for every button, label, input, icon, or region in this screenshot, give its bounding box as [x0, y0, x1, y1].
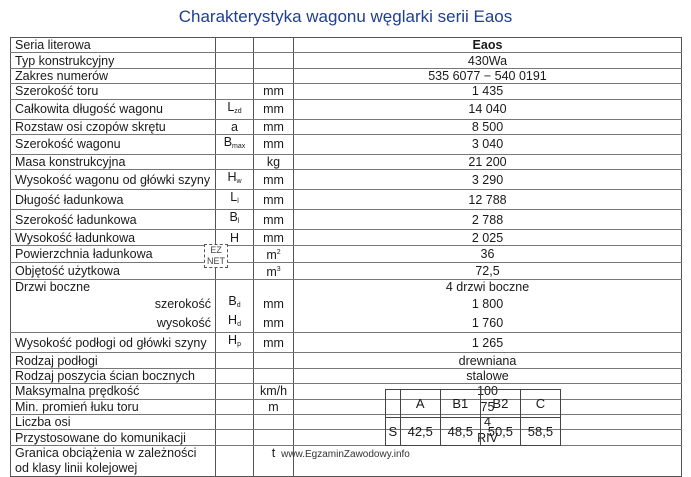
symbol-subscript: d — [236, 302, 241, 310]
symbol-subscript: l — [237, 198, 239, 206]
symbol-subscript: p — [237, 341, 241, 349]
unit-cell — [254, 53, 294, 68]
unit: mm — [263, 192, 284, 207]
load-class-value: 48,5 — [440, 418, 480, 446]
load-class-corner — [386, 390, 401, 418]
table-row — [11, 230, 682, 245]
footer-url: www.EgzaminZawodowy.info — [281, 449, 410, 460]
row-label: Typ konstrukcyjny — [11, 53, 216, 68]
spec-table-body — [11, 38, 682, 477]
unit-cell — [254, 84, 294, 99]
symbol-cell — [216, 190, 254, 210]
row-label: Rodzaj podłogi — [11, 353, 216, 368]
row-value: 1 800 — [294, 294, 682, 313]
unit-superscript: 2 — [276, 248, 281, 256]
symbol-cell — [216, 368, 254, 383]
unit-cell — [254, 134, 294, 154]
row-label: Drzwi boczne — [11, 280, 216, 295]
table-row — [11, 170, 682, 190]
unit-cell — [254, 280, 294, 295]
unit: mm — [263, 315, 284, 330]
unit: mm — [263, 119, 284, 134]
symbol-cell — [216, 68, 254, 83]
symbol: L — [227, 99, 235, 114]
load-class-value: 50,5 — [480, 418, 520, 446]
row-label: Szerokość ładunkowa — [11, 210, 216, 230]
unit: m — [268, 399, 279, 414]
row-value: 2 788 — [294, 210, 682, 230]
row-label: Wysokość podłogi od główki szyny — [11, 333, 216, 353]
row-value: 21 200 — [294, 154, 682, 169]
row-value: 12 788 — [294, 190, 682, 210]
row-value: 8 500 — [294, 119, 682, 134]
table-row — [11, 68, 682, 83]
row-value: drewniana — [294, 353, 682, 368]
row-label: Szerokość wagonu — [11, 134, 216, 154]
symbol-cell — [216, 430, 254, 445]
table-row — [11, 38, 682, 53]
table-row — [11, 333, 682, 353]
symbol: H — [227, 170, 237, 185]
row-value: 1 760 — [294, 313, 682, 333]
load-class-header: A — [400, 390, 440, 418]
row-label: Długość ładunkowa — [11, 190, 216, 210]
row-value: 430Wa — [294, 53, 682, 68]
row-label: Min. promień łuku toru — [11, 399, 216, 414]
row-value: 2 025 — [294, 230, 682, 245]
row-label: Wysokość ładunkowa — [11, 230, 216, 245]
row-label: Całkowita długość wagonu — [11, 99, 216, 119]
table-row — [11, 399, 682, 414]
row-value: 3 290 — [294, 170, 682, 190]
table-row — [11, 262, 682, 279]
symbol-cell — [216, 210, 254, 230]
row-label-line: od klasy linii kolejowej — [15, 460, 138, 475]
row-label: Szerokość toru — [11, 84, 216, 99]
unit-cell — [254, 368, 294, 383]
unit: kg — [266, 155, 281, 170]
load-class-row-label: S — [386, 418, 401, 446]
table-row — [11, 190, 682, 210]
table-row — [11, 415, 682, 430]
row-value: 36 — [294, 245, 682, 262]
page-title: Charakterystyka wagonu węglarki serii Eaos — [178, 7, 513, 26]
load-class-values-row — [386, 418, 561, 446]
symbol-subscript: w — [236, 178, 242, 186]
unit: km/h — [259, 384, 288, 399]
unit-cell — [254, 38, 294, 53]
unit-superscript: 3 — [276, 265, 281, 273]
spec-table — [10, 37, 682, 477]
unit-cell — [254, 313, 294, 333]
row-value: 4 drzwi boczne — [294, 280, 682, 295]
symbol: B — [228, 294, 237, 309]
load-class-header: B2 — [480, 390, 520, 418]
row-value: stalowe — [294, 368, 682, 383]
unit: mm — [263, 212, 284, 227]
unit-cell — [254, 384, 294, 399]
row-label: Przystosowane do komunikacji — [11, 430, 216, 445]
unit-cell — [254, 415, 294, 430]
table-row — [11, 245, 682, 262]
symbol-subscript: l — [237, 218, 240, 226]
unit-cell — [254, 294, 294, 313]
row-label: Maksymalna prędkość — [11, 384, 216, 399]
unit: mm — [263, 102, 284, 117]
table-row — [11, 353, 682, 368]
load-class-value: 42,5 — [400, 418, 440, 446]
row-label: Masa konstrukcyjna — [11, 154, 216, 169]
row-label: Liczba osi — [11, 415, 216, 430]
table-row — [11, 384, 682, 399]
row-label: Wysokość wagonu od główki szyny — [11, 170, 216, 190]
table-row — [11, 368, 682, 383]
symbol-cell — [216, 399, 254, 414]
unit-cell — [254, 353, 294, 368]
load-class-header: B1 — [440, 390, 480, 418]
unit-cell — [254, 262, 294, 279]
row-label: Rodzaj poszycia ścian bocznych — [11, 368, 216, 383]
symbol-cell — [216, 384, 254, 399]
row-label: szerokość — [11, 294, 216, 313]
row-value: 535 6077 − 540 0191 — [294, 68, 682, 83]
load-class-value: 58,5 — [520, 418, 560, 446]
row-value: 14 040 — [294, 99, 682, 119]
unit: mm — [263, 84, 284, 99]
unit-cell — [254, 99, 294, 119]
symbol-cell — [216, 119, 254, 134]
symbol: H — [229, 230, 240, 245]
symbol-cell — [216, 134, 254, 154]
symbol-cell — [216, 170, 254, 190]
unit-cell — [254, 245, 294, 262]
watermark-icon: EZ NET — [204, 244, 228, 268]
symbol: H — [228, 333, 238, 348]
unit: mm — [263, 335, 284, 350]
row-value: 4 — [294, 415, 682, 430]
table-row — [11, 134, 682, 154]
table-row — [11, 154, 682, 169]
table-row — [11, 210, 682, 230]
unit-cell — [254, 399, 294, 414]
symbol-cell — [216, 53, 254, 68]
symbol: L — [230, 190, 238, 205]
row-label: Objętość użytkowa — [11, 262, 216, 279]
table-row — [11, 119, 682, 134]
row-label: Powierzchnia ładunkowa — [11, 245, 216, 262]
unit-cell — [254, 190, 294, 210]
row-label: Rozstaw osi czopów skrętu — [11, 119, 216, 134]
unit-cell — [254, 430, 294, 445]
symbol-cell — [216, 99, 254, 119]
unit-cell: t — [254, 445, 294, 476]
load-class-header: C — [520, 390, 560, 418]
symbol-cell — [216, 84, 254, 99]
symbol: B — [223, 134, 233, 149]
symbol-subscript: d — [237, 321, 241, 329]
symbol-subscript: zd — [234, 107, 242, 115]
symbol-cell — [216, 333, 254, 353]
row-value: 1 265 — [294, 333, 682, 353]
row-value: 100 — [294, 384, 682, 399]
symbol-cell — [216, 415, 254, 430]
row-value: 1 435 — [294, 84, 682, 99]
unit-cell — [254, 68, 294, 83]
unit-cell — [254, 333, 294, 353]
row-value: Eaos — [294, 38, 682, 53]
row-label: Zakres numerów — [11, 68, 216, 83]
symbol: a — [231, 119, 238, 134]
row-label-line: Granica obciążenia w zależności — [15, 445, 197, 460]
row-value: 3 040 — [294, 134, 682, 154]
unit: mm — [263, 172, 284, 187]
symbol-cell — [216, 353, 254, 368]
unit: m — [266, 247, 277, 262]
symbol: H — [228, 313, 238, 328]
load-class-header-row — [386, 390, 561, 418]
symbol-cell — [216, 154, 254, 169]
unit: mm — [263, 230, 284, 245]
unit-cell — [254, 210, 294, 230]
symbol: B — [229, 210, 238, 225]
unit-cell — [254, 119, 294, 134]
row-label: wysokość — [11, 313, 216, 333]
unit-cell — [254, 230, 294, 245]
row-label: Seria literowa — [11, 38, 216, 53]
load-class-table — [385, 389, 561, 446]
load-class-box — [385, 389, 561, 446]
unit-cell — [254, 154, 294, 169]
table-row — [11, 99, 682, 119]
table-row — [11, 294, 682, 313]
table-row — [11, 430, 682, 445]
table-row — [11, 84, 682, 99]
symbol-cell — [216, 280, 254, 295]
unit: mm — [263, 137, 284, 152]
unit: m — [266, 265, 277, 280]
symbol-cell — [216, 38, 254, 53]
table-row — [11, 53, 682, 68]
symbol-cell — [216, 313, 254, 333]
symbol-subscript: max — [232, 142, 246, 150]
table-row — [11, 280, 682, 295]
table-row — [11, 313, 682, 333]
symbol-cell — [216, 294, 254, 313]
row-value: RIV — [294, 430, 682, 445]
symbol-cell — [216, 230, 254, 245]
unit-cell — [254, 170, 294, 190]
unit: mm — [263, 296, 284, 311]
row-value: 75 — [294, 399, 682, 414]
row-value: 72,5 — [294, 262, 682, 279]
